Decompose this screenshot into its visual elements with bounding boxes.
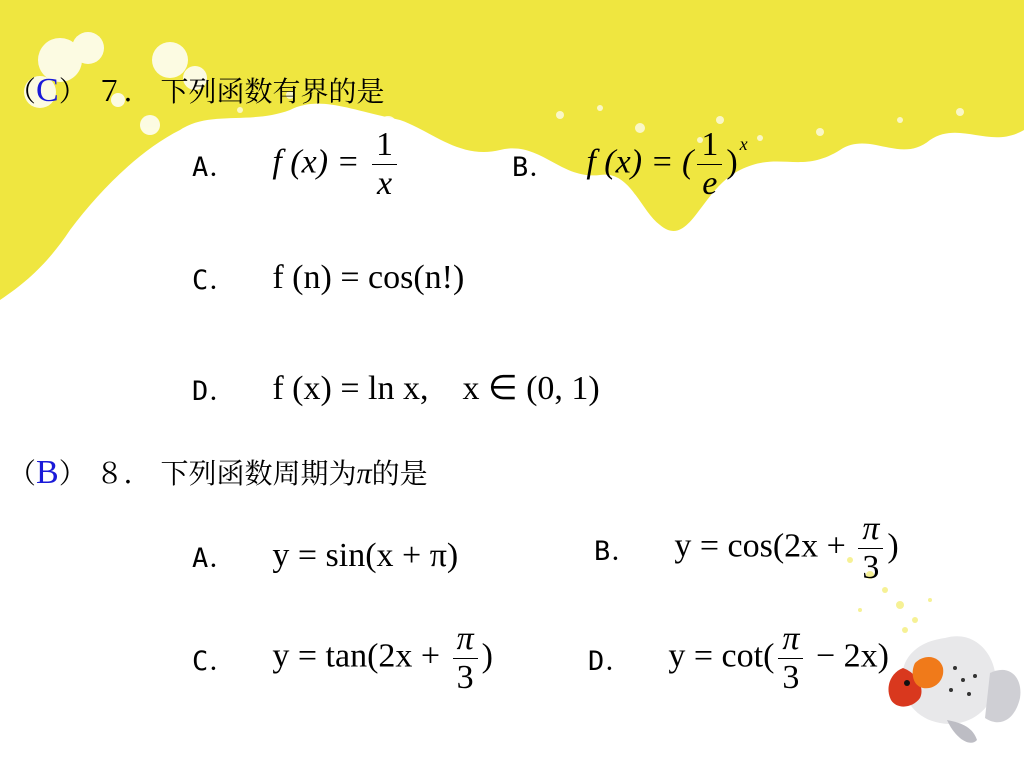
option-label: A． — [192, 543, 238, 574]
expr-close: ) — [887, 527, 899, 565]
option-label: B． — [512, 152, 558, 183]
fraction-denominator: x — [376, 165, 393, 202]
option-label: C． — [192, 265, 238, 296]
fraction-denominator: 3 — [456, 659, 474, 696]
expr-close: ) — [726, 143, 738, 181]
q7-option-d — [192, 368, 600, 408]
answer-8: B — [36, 454, 59, 491]
q7-option-c — [192, 258, 464, 297]
q8-option-b — [594, 512, 899, 585]
q7-option-a — [192, 128, 401, 201]
question-8-header — [8, 452, 428, 492]
question-7-header — [8, 70, 385, 110]
option-label: A． — [192, 152, 238, 183]
option-expression — [668, 622, 889, 695]
option-expression — [674, 512, 898, 585]
option-expression: f (x) = ln x, x ∈ (0, 1) — [272, 370, 600, 407]
question-text: 下列函数周期为 — [160, 457, 357, 490]
q8-option-a — [192, 536, 458, 575]
expr-lhs: y = cot( — [668, 637, 775, 675]
option-expression: y = sin(x + π) — [272, 536, 459, 574]
expr-close: − 2x) — [807, 637, 889, 675]
q8-option-c — [192, 622, 493, 695]
q7-option-b — [512, 128, 748, 201]
answer-open-paren: （ — [8, 75, 37, 108]
fraction-numerator: π — [778, 622, 803, 659]
expr-lhs: y = tan(2x + — [272, 637, 449, 675]
option-label: C． — [192, 646, 238, 677]
expr-lhs: y = cos(2x + — [674, 527, 855, 565]
option-expression — [586, 128, 747, 201]
option-label: B． — [594, 536, 640, 567]
goldfish-icon — [888, 636, 1020, 743]
fraction-numerator: π — [858, 512, 883, 549]
option-expression: f (n) = cos(n!) — [272, 258, 465, 296]
question-text: 下列函数有界的是 — [160, 75, 385, 108]
fraction-denominator: 3 — [782, 659, 800, 696]
q8-option-d — [588, 622, 889, 695]
exponent: x — [739, 134, 748, 155]
option-expression — [272, 128, 401, 201]
fraction-numerator: π — [453, 622, 478, 659]
fraction-denominator: 3 — [862, 549, 880, 586]
question-number: ８． — [95, 457, 152, 490]
answer-7: C — [36, 72, 59, 109]
answer-close-paren: ） — [58, 75, 87, 108]
option-label: D． — [588, 646, 634, 677]
expr-lhs: f (x) = — [272, 143, 368, 181]
fraction-denominator: e — [702, 165, 718, 202]
question-text-end: 的是 — [371, 457, 428, 490]
answer-close-paren: ） — [58, 457, 87, 490]
question-number: ７． — [95, 75, 152, 108]
answer-open-paren: （ — [8, 457, 37, 490]
option-expression — [272, 622, 493, 695]
pi-symbol: π — [356, 457, 372, 490]
expr-close: ) — [481, 637, 493, 675]
option-label: D． — [192, 375, 238, 407]
fraction-numerator: 1 — [372, 128, 397, 165]
fraction-numerator: 1 — [697, 128, 722, 165]
expr-lhs: f (x) = ( — [586, 143, 694, 181]
